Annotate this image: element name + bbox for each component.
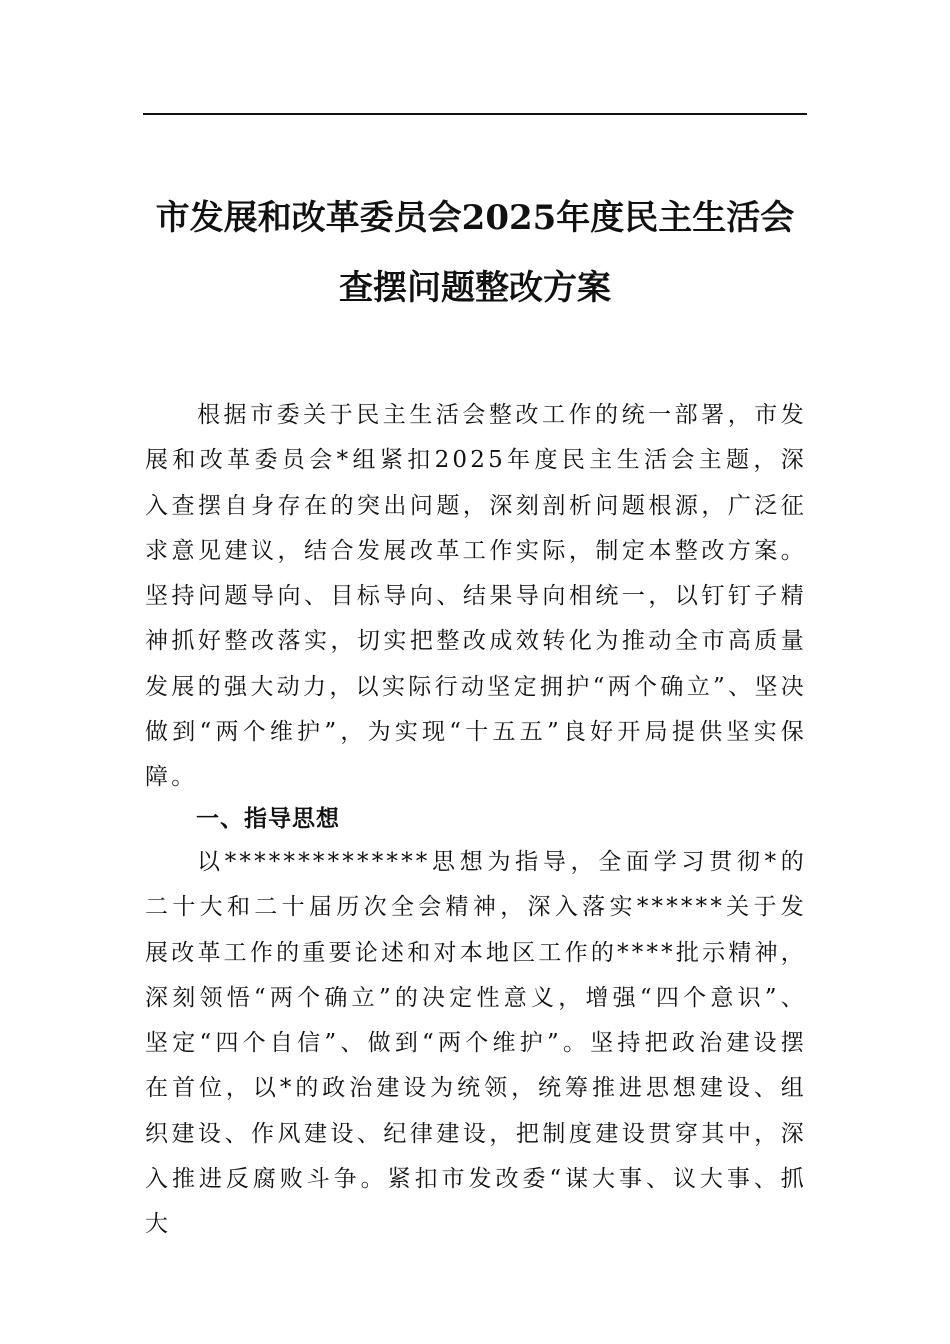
document-title-line-1: 市发展和改革委员会2025年度民主生活会 xyxy=(155,198,795,238)
document-title-line-2: 查摆问题整改方案 xyxy=(339,268,611,308)
guiding-ideology-paragraph: 以**************思想为指导，全面学习贯彻*的二十大和二十届历次全会精神，深入落实******关于发展改革工作的重要论述和对本地区工作的****批示精神，深刻领悟“两个确立”的决定性意义，增强“四个意识”、坚定“四个自信”、做到“两个维护”。坚持把政治建设摆在首位，以*的政治建设为统领，统筹推进思想建设、组织建设、作风建设、纪律建设，把制度建设贯穿其中，深入推进反腐败斗争。紧扣市发改委“谋大事、议大事、抓大 xyxy=(145,849,807,1238)
section-heading-guiding-ideology: 一、指导思想 xyxy=(196,806,340,832)
intro-paragraph: 根据市委关于民主生活会整改工作的统一部署，市发展和改革委员会*组紧扣2025年度民主生活会主题，深入查摆自身存在的突出问题，深刻剖析问题根源，广泛征求意见建议，结合发展改革工作实际，制定本整改方案。坚持问题导向、目标导向、结果导向相统一，以钉钉子精神抓好整改落实，切实把整改成效转化为推动全市高质量发展的强大动力，以实际行动坚定拥护“两个确立”、坚决做到“两个维护”，为实现“十五五”良好开局提供坚实保障。 xyxy=(145,402,807,791)
header-rule xyxy=(143,113,807,115)
